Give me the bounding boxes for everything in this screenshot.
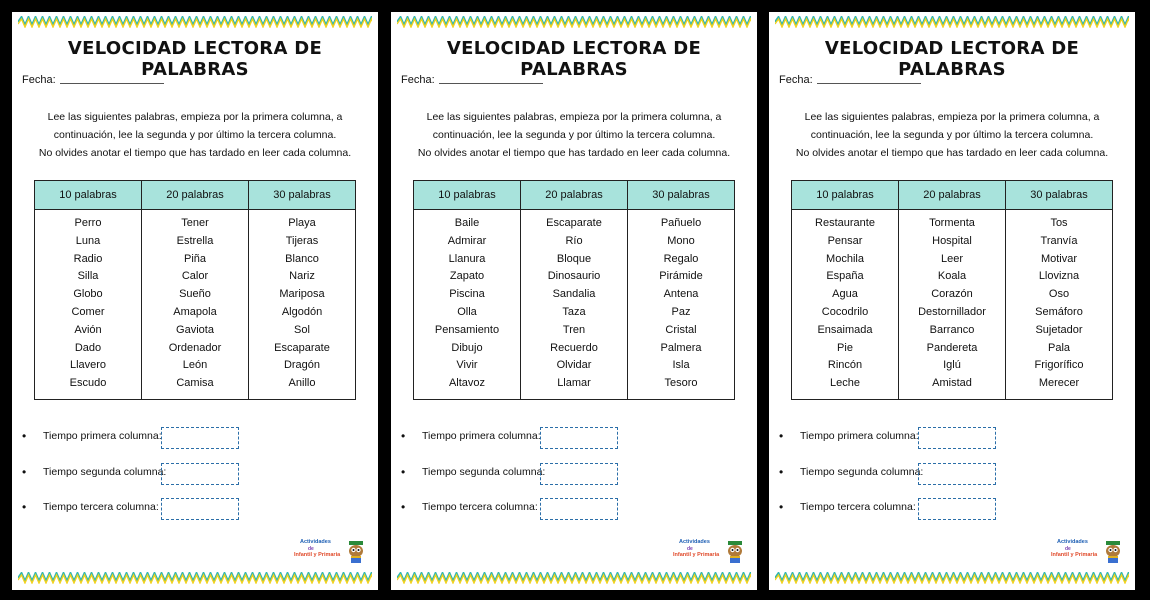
word: Piscina: [449, 288, 485, 301]
logo-text-line: de: [308, 546, 314, 552]
word: Radio: [73, 252, 103, 265]
word: Leche: [830, 377, 860, 390]
word-table: [413, 180, 735, 400]
logo-text-line: Infantil y Primaria: [1051, 552, 1098, 558]
word: Isla: [672, 359, 690, 372]
time-input-box[interactable]: [161, 427, 239, 449]
bullet-icon: •: [401, 429, 406, 443]
word: Río: [565, 234, 583, 247]
word: Comer: [71, 305, 105, 318]
word: Perro: [74, 217, 102, 229]
time-input-box[interactable]: [540, 427, 618, 449]
word: Escaparate: [274, 341, 330, 354]
word: Amapola: [173, 305, 217, 318]
word: Merecer: [1038, 377, 1080, 390]
date-label: Fecha:: [779, 74, 813, 86]
word: Sol: [294, 323, 310, 336]
word: Avión: [74, 323, 102, 336]
table-body-row: [35, 210, 356, 400]
word-column: [521, 210, 628, 400]
word-column: [35, 210, 142, 400]
word: Hospital: [932, 234, 972, 247]
word: Dinosaurio: [547, 270, 601, 283]
word: Silla: [77, 270, 99, 283]
word-column: [249, 210, 356, 400]
word: Olvidar: [556, 359, 592, 372]
word-column: [792, 210, 899, 400]
word-column: [142, 210, 249, 400]
column-header: 10 palabras: [414, 181, 521, 210]
publisher-logo: [294, 539, 368, 563]
instruction-line: Lee las siguientes palabras, empieza por la primera columna, a: [47, 111, 343, 123]
instruction-line: continuación, lee la segunda y por último la tercera columna.: [810, 129, 1094, 141]
word: Ordenador: [168, 341, 222, 354]
worksheet-page: [391, 12, 757, 590]
time-input-box[interactable]: [918, 427, 996, 449]
time-label: Tiempo segunda columna:: [422, 466, 546, 478]
word: Llovizna: [1038, 270, 1080, 283]
word: Anillo: [288, 377, 316, 390]
word: España: [826, 270, 864, 283]
word: Recuerdo: [550, 341, 598, 354]
column-header: 30 palabras: [628, 181, 735, 210]
instructions: [12, 108, 378, 162]
bullet-icon: •: [779, 429, 784, 443]
date-label: Fecha:: [401, 74, 435, 86]
date-field: [401, 74, 543, 86]
table-header-row: [35, 181, 356, 210]
instruction-line: Lee las siguientes palabras, empieza por la primera columna, a: [426, 111, 722, 123]
word: Destornillador: [918, 305, 986, 318]
word: Taza: [562, 305, 586, 318]
word: Motivar: [1040, 252, 1078, 265]
time-label: Tiempo primera columna:: [800, 430, 919, 442]
word: Mono: [667, 234, 695, 247]
word: Semáforo: [1035, 305, 1083, 318]
date-label: Fecha:: [22, 74, 56, 86]
time-input-box[interactable]: [918, 498, 996, 520]
bullet-icon: •: [22, 500, 27, 514]
logo-text-line: de: [687, 546, 693, 552]
column-header: 20 palabras: [521, 181, 628, 210]
time-label: Tiempo tercera columna:: [422, 501, 538, 513]
logo-text-line: Actividades: [1057, 539, 1088, 545]
word: Estrella: [176, 234, 214, 247]
word: Sueño: [179, 288, 211, 301]
owl-icon: [1103, 541, 1123, 563]
word: Algodón: [281, 305, 323, 318]
column-header: 20 palabras: [142, 181, 249, 210]
time-label: Tiempo segunda columna:: [800, 466, 924, 478]
word: Koala: [937, 270, 967, 283]
word: Zapato: [449, 270, 485, 283]
word: Baile: [454, 217, 480, 229]
word: Oso: [1048, 288, 1070, 301]
instruction-line: Lee las siguientes palabras, empieza por la primera columna, a: [804, 111, 1100, 123]
worksheet-page: [12, 12, 378, 590]
word: Palmera: [660, 341, 702, 354]
word: Luna: [75, 234, 101, 247]
column-header: 10 palabras: [35, 181, 142, 210]
logo-text-line: Infantil y Primaria: [673, 552, 720, 558]
word: Camisa: [176, 377, 214, 390]
word: Tener: [181, 217, 209, 229]
word: Altavoz: [448, 377, 486, 390]
publisher-logo: [1051, 539, 1125, 563]
word: Iglú: [943, 359, 961, 372]
word: Amistad: [932, 377, 972, 390]
time-input-box[interactable]: [540, 498, 618, 520]
word: Dibujo: [451, 341, 483, 354]
instructions: [391, 108, 757, 162]
word: Pañuelo: [660, 217, 702, 229]
zigzag-border-top: [775, 16, 1129, 28]
time-label: Tiempo primera columna:: [43, 430, 162, 442]
bullet-icon: •: [22, 465, 27, 479]
word: Tos: [1050, 217, 1068, 229]
word: Escaparate: [546, 217, 602, 229]
instruction-line: No olvides anotar el tiempo que has tardado en leer cada columna.: [38, 147, 352, 159]
word: Rincón: [827, 359, 863, 372]
word-column: [628, 210, 735, 400]
date-input-line[interactable]: [439, 83, 543, 84]
word: Bloque: [556, 252, 592, 265]
bullet-icon: •: [401, 500, 406, 514]
word: Calor: [181, 270, 209, 283]
word: León: [182, 359, 208, 372]
time-input-box[interactable]: [161, 498, 239, 520]
word: Pirámide: [659, 270, 703, 283]
word: Llamar: [557, 377, 591, 390]
word: Tijeras: [285, 234, 319, 247]
owl-icon: [725, 541, 745, 563]
word: Ensaimada: [817, 323, 873, 336]
word: Restaurante: [815, 217, 875, 229]
date-field: [22, 74, 164, 86]
date-field: [779, 74, 921, 86]
time-label: Tiempo segunda columna:: [43, 466, 167, 478]
page-title: VELOCIDAD LECTORA DE PALABRAS: [446, 38, 702, 80]
word: Regalo: [663, 252, 699, 265]
word: Playa: [288, 217, 316, 229]
time-label: Tiempo tercera columna:: [43, 501, 159, 513]
word: Nariz: [289, 270, 315, 283]
instructions: [769, 108, 1135, 162]
word: Olla: [457, 305, 477, 318]
word-column: [414, 210, 521, 400]
column-header: 10 palabras: [792, 181, 899, 210]
table-body-row: [414, 210, 735, 400]
time-label: Tiempo primera columna:: [422, 430, 541, 442]
instruction-line: No olvides anotar el tiempo que has tardado en leer cada columna.: [795, 147, 1109, 159]
word-column: [1006, 210, 1113, 400]
bullet-icon: •: [401, 465, 406, 479]
page-title: VELOCIDAD LECTORA DE PALABRAS: [67, 38, 323, 80]
word: Tren: [562, 323, 586, 336]
word: Paz: [671, 305, 691, 318]
zigzag-border-top: [18, 16, 372, 28]
column-header: 30 palabras: [249, 181, 356, 210]
table-body-row: [792, 210, 1113, 400]
time-label: Tiempo tercera columna:: [800, 501, 916, 513]
word: Cristal: [665, 323, 697, 336]
word: Antena: [663, 288, 699, 301]
instruction-line: continuación, lee la segunda y por último la tercera columna.: [432, 129, 716, 141]
owl-icon: [346, 541, 366, 563]
word: Dado: [74, 341, 102, 354]
word: Gaviota: [176, 323, 214, 336]
word: Tesoro: [664, 377, 698, 390]
bullet-icon: •: [22, 429, 27, 443]
word-table: [791, 180, 1113, 400]
instruction-line: continuación, lee la segunda y por último la tercera columna.: [53, 129, 337, 141]
word: Pensar: [827, 234, 863, 247]
word: Escudo: [69, 377, 107, 390]
word: Vivir: [456, 359, 478, 372]
word: Mochila: [826, 252, 864, 265]
zigzag-border-bottom: [397, 572, 751, 584]
table-header-row: [792, 181, 1113, 210]
column-header: 30 palabras: [1006, 181, 1113, 210]
page-title: VELOCIDAD LECTORA DE PALABRAS: [824, 38, 1080, 80]
logo-text-line: Infantil y Primaria: [294, 552, 341, 558]
word: Globo: [73, 288, 103, 301]
word: Pala: [1047, 341, 1071, 354]
word: Sujetador: [1035, 323, 1083, 336]
word: Pensamiento: [434, 323, 500, 336]
word: Sandalia: [552, 288, 596, 301]
word: Barranco: [929, 323, 975, 336]
table-header-row: [414, 181, 735, 210]
word: Blanco: [285, 252, 319, 265]
date-input-line[interactable]: [60, 83, 164, 84]
word: Pandereta: [926, 341, 978, 354]
publisher-logo: [673, 539, 747, 563]
word: Agua: [832, 288, 858, 301]
logo-text-line: de: [1065, 546, 1071, 552]
logo-text-line: Actividades: [679, 539, 710, 545]
worksheet-page: [769, 12, 1135, 590]
word: Tormenta: [929, 217, 975, 229]
instruction-line: No olvides anotar el tiempo que has tardado en leer cada columna.: [417, 147, 731, 159]
word: Pie: [837, 341, 853, 354]
column-header: 20 palabras: [899, 181, 1006, 210]
word: Dragón: [283, 359, 321, 372]
word: Admirar: [447, 234, 487, 247]
bullet-icon: •: [779, 465, 784, 479]
time-input-box[interactable]: [540, 463, 618, 485]
date-input-line[interactable]: [817, 83, 921, 84]
word: Piña: [183, 252, 207, 265]
time-input-box[interactable]: [161, 463, 239, 485]
word: Llavero: [69, 359, 107, 372]
word: Llanura: [448, 252, 486, 265]
word: Tranvía: [1040, 234, 1078, 247]
word: Frigorífico: [1034, 359, 1084, 372]
word: Mariposa: [279, 288, 325, 301]
zigzag-border-bottom: [775, 572, 1129, 584]
word: Cocodrilo: [821, 305, 869, 318]
time-input-box[interactable]: [918, 463, 996, 485]
word-column: [899, 210, 1006, 400]
zigzag-border-top: [397, 16, 751, 28]
logo-text-line: Actividades: [300, 539, 331, 545]
word: Corazón: [931, 288, 973, 301]
bullet-icon: •: [779, 500, 784, 514]
word-table: [34, 180, 356, 400]
word: Leer: [940, 252, 964, 265]
zigzag-border-bottom: [18, 572, 372, 584]
